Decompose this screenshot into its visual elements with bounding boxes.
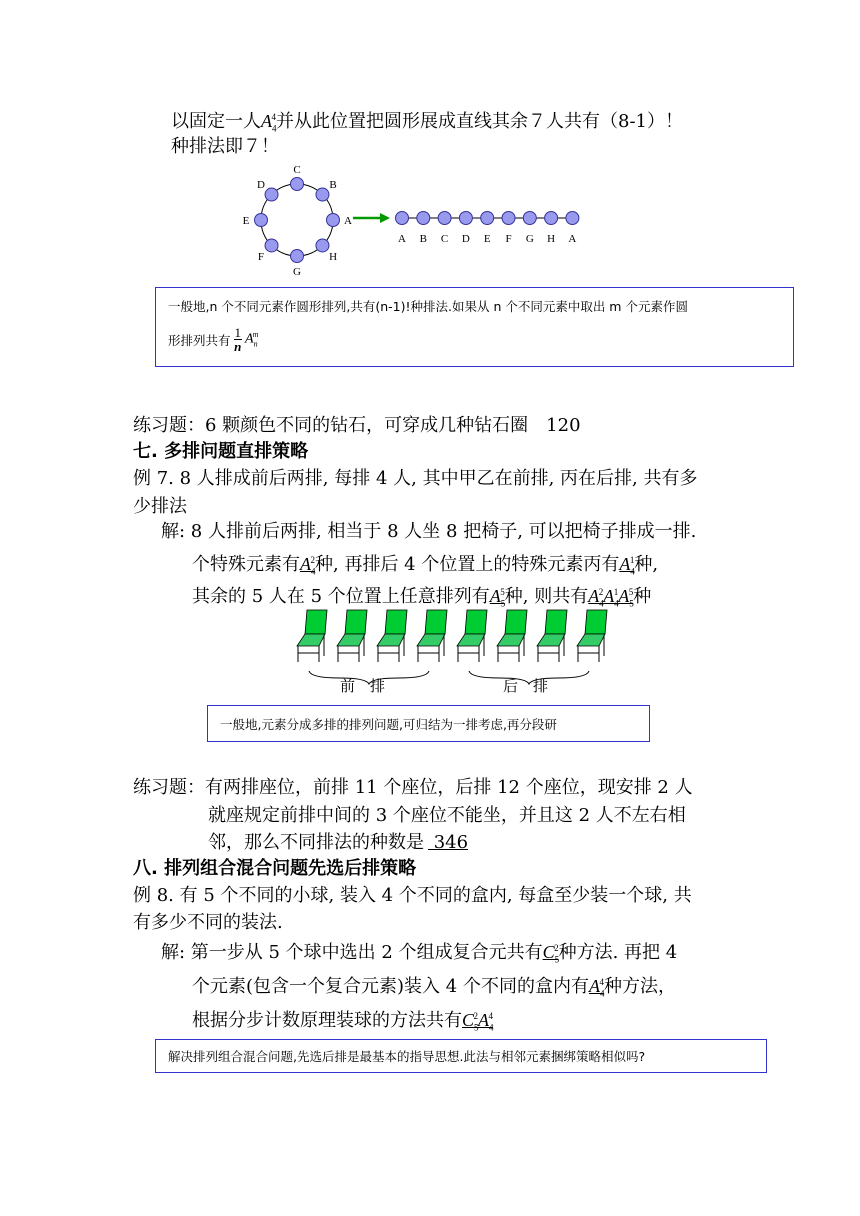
circle-node-label: F	[257, 251, 265, 264]
example-8-line1: 例 8. 有 5 个不同的小球, 装入 4 个不同的盒内, 每盒至少装一个球, 共	[133, 885, 692, 906]
note-box-multirow	[207, 705, 650, 742]
text-fragment: 并从此位置把圆形展成直线其余７人共有（8-1）！	[276, 111, 683, 132]
example-7-line1: 例 7. 8 人排成前后两排, 每排 4 人, 其中甲乙在前排, 丙在后排, 共有多	[133, 468, 698, 489]
chair	[577, 610, 607, 662]
line-node-label: A	[398, 233, 406, 245]
math-A41: $A_4^1$	[619, 554, 635, 577]
practice-7-line2: 就座规定前排中间的 3 个座位不能坐，并且这 2 人不左右相	[208, 805, 686, 826]
back-row-label: 后 排	[503, 677, 549, 695]
circle-node	[265, 239, 278, 252]
line-node	[502, 212, 515, 225]
chair	[537, 610, 567, 662]
chair	[417, 610, 447, 662]
solution-8-line2: 个元素(包含一个复合元素)装入 4 个不同的盒内有$A_4^4$种方法，	[192, 976, 676, 999]
circle-node-label: E	[242, 215, 250, 227]
line-node-label: H	[547, 233, 556, 245]
circle-node-label: A	[344, 215, 352, 227]
front-row-label: 前 排	[340, 677, 386, 695]
line-node-label: G	[525, 233, 534, 245]
practice-6: 练习题：6 颗颜色不同的钻石，可穿成几种钻石圈 120	[133, 415, 581, 436]
line-node-label: D	[461, 233, 470, 245]
circle-node	[327, 214, 340, 227]
line-node	[396, 212, 409, 225]
math-Anm: $A_n^m$	[245, 330, 259, 349]
heading-7: 七. 多排问题直排策略	[133, 441, 309, 462]
circle-node	[316, 188, 329, 201]
note-line-2	[168, 326, 258, 353]
practice-answer: 346	[428, 832, 469, 853]
math-A44: $A_4^4$	[588, 976, 605, 999]
note-text: 形排列共有	[168, 332, 231, 348]
example-7-line2: 少排法	[133, 496, 187, 517]
solution-8-line1: 解: 第一步从 5 个球中选出 2 个组成复合元共有$C_5^2$种方法. 再把 4	[161, 942, 678, 965]
circle-node-label: G	[293, 266, 301, 278]
line-node-label: F	[505, 233, 512, 245]
line-node	[523, 212, 536, 225]
practice-7-line3: 邻，那么不同排法的种数是 346	[208, 830, 472, 856]
solution-7-line1: 解: 8 人排前后两排, 相当于 8 人坐 8 把椅子, 可以把椅子排成一排.	[161, 521, 697, 542]
heading-8: 八. 排列组合混合问题先选后排策略	[133, 858, 417, 879]
line-node	[545, 212, 558, 225]
note-line-1: 一般地,n 个不同元素作圆形排列,共有(n-1)!种排法.如果从 n 个不同元素中取出 m 个元素作圆	[168, 299, 688, 314]
math-A55: $A_5^5$	[489, 586, 506, 609]
circle-node	[316, 239, 329, 252]
note-box-mixed	[155, 1039, 767, 1073]
chair	[457, 610, 487, 662]
note-box-circular	[155, 287, 794, 367]
line-node-label: A	[568, 233, 577, 245]
math-A44: $A_4^4$	[261, 111, 277, 134]
line-node	[459, 212, 472, 225]
math-A42A41A55: $A_4^2A_4^1A_5^5$	[588, 586, 634, 609]
line-node-label: B	[419, 233, 427, 245]
circular-arrangement-diagram	[230, 160, 610, 280]
math-C52A44: $C_5^2A_4^4$	[462, 1010, 494, 1033]
line-node	[417, 212, 430, 225]
math-A42: $A_4^2$	[300, 554, 316, 577]
text-fragment: 以固定一人	[171, 111, 261, 132]
section6-line2: 种排法即７！	[171, 136, 279, 157]
line-node	[481, 212, 494, 225]
practice-7-line1: 练习题：有两排座位，前排 11 个座位，后排 12 个座位，现安排 2 人	[133, 777, 693, 798]
circle-node-label: D	[256, 178, 265, 191]
circle-node-label: B	[329, 178, 337, 191]
chair	[497, 610, 527, 662]
line-node-label: C	[440, 233, 449, 245]
chair	[297, 610, 327, 662]
solution-8-line3: 根据分步计数原理装球的方法共有$C_5^2A_4^4$	[192, 1010, 494, 1033]
circle-node	[265, 188, 278, 201]
chairs-diagram	[290, 608, 610, 698]
line-node	[566, 212, 579, 225]
circle-node-label: H	[329, 251, 338, 264]
line-node-label: E	[483, 233, 491, 245]
example-8-line2: 有多少不同的装法.	[133, 912, 283, 933]
note-text: 一般地,元素分成多排的排列问题,可归结为一排考虑,再分段研	[220, 717, 557, 732]
math-C52: $C_5^2$	[542, 942, 560, 965]
solution-7-line2: 个特殊元素有$A_4^2$种, 再排后 4 个位置上的特殊元素丙有$A_4^1$种,	[192, 554, 659, 577]
solution-7-line3: 其余的 5 人在 5 个位置上任意排列有$A_5^5$种, 则共有$A_4^2A_4^1A_5^5$种	[192, 586, 652, 609]
note-text: 解决排列组合混合问题,先选后排是最基本的指导思想.此法与相邻元素捆绑策略相似吗?	[168, 1049, 646, 1064]
circle-node	[255, 214, 268, 227]
chair	[337, 610, 367, 662]
circle-node-label: C	[293, 164, 301, 176]
chair	[377, 610, 407, 662]
circle-node	[291, 250, 304, 263]
circle-node	[291, 178, 304, 191]
line-node	[438, 212, 451, 225]
fraction-1-over-n: 1 n	[234, 325, 242, 354]
